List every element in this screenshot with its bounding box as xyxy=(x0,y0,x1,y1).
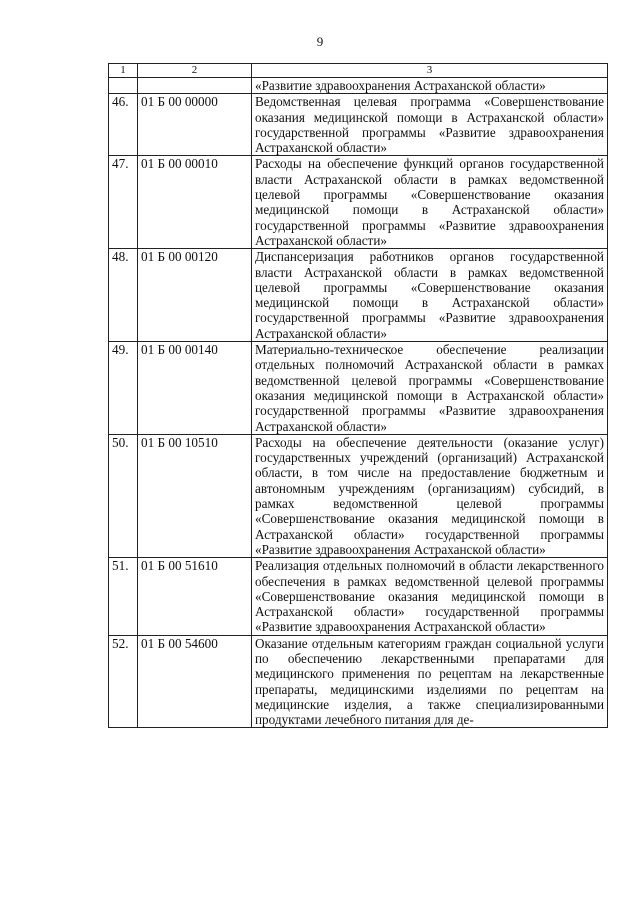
continuation-text: «Развитие здравоохранения Астраханской области» xyxy=(252,78,608,94)
continuation-row xyxy=(109,78,608,94)
column-header-3: 3 xyxy=(252,64,608,78)
row-number: 48. xyxy=(109,249,138,342)
row-code: 01 Б 00 00000 xyxy=(138,94,252,156)
row-number: 51. xyxy=(109,558,138,635)
row-number: 50. xyxy=(109,434,138,557)
table-row xyxy=(109,635,608,728)
table-row xyxy=(109,249,608,342)
continuation-code-cell xyxy=(138,78,252,94)
row-description: Реализация отдельных полномочий в области лекарственного обеспечения в рамках ведомственной целевой программы «Совершенствование оказания медицинской помощи в Астраханской области» государственной программы «Развитие здравоохранения Астраханской области» xyxy=(252,558,608,635)
row-description: Оказание отдельным категориям граждан социальной услуги по обеспечению лекарственными препаратами для медицинского применения по рецептам на лекарственные препараты, медицинскими изделиями по рецептам на медицинские изделия, а также специализированными продуктами лечебного питания для де- xyxy=(252,635,608,728)
column-header-2: 2 xyxy=(138,64,252,78)
row-code: 01 Б 00 00010 xyxy=(138,156,252,249)
table-row xyxy=(109,434,608,557)
page-number: 9 xyxy=(316,34,324,49)
row-description: Ведомственная целевая программа «Совершенствование оказания медицинской помощи в Астраханской области» государственной программы «Развитие здравоохранения Астраханской области» xyxy=(252,94,608,156)
continuation-num-cell xyxy=(109,78,138,94)
column-header-1: 1 xyxy=(109,64,138,78)
row-code: 01 Б 00 00120 xyxy=(138,249,252,342)
row-number: 47. xyxy=(109,156,138,249)
row-number: 46. xyxy=(109,94,138,156)
row-code: 01 Б 00 51610 xyxy=(138,558,252,635)
row-description: Диспансеризация работников органов государственной власти Астраханской области в рамках ведомственной целевой программы «Совершенствование оказания медицинской помощи в Астраханской области» государственной программы «Развитие здравоохранения Астраханской области» xyxy=(252,249,608,342)
table-row xyxy=(109,342,608,435)
budget-classification-table xyxy=(108,63,608,728)
row-code: 01 Б 00 10510 xyxy=(138,434,252,557)
table-row xyxy=(109,156,608,249)
row-code: 01 Б 00 00140 xyxy=(138,342,252,435)
row-number: 52. xyxy=(109,635,138,728)
row-number: 49. xyxy=(109,342,138,435)
row-description: Материально-техническое обеспечение реализации отдельных полномочий Астраханской области в рамках ведомственной целевой программы «Совершенствование оказания медицинской помощи в Астраханской области» государственной программы «Развитие здравоохранения Астраханской области» xyxy=(252,342,608,435)
table-row xyxy=(109,94,608,156)
table-row xyxy=(109,558,608,635)
row-description: Расходы на обеспечение деятельности (оказание услуг) государственных учреждений (организаций) Астраханской области, в том числе на предоставление бюджетным и автономным учреждениям (организациям) субсидий, в рамках ведомственной целевой программы «Совершенствование оказания медицинской помощи в Астраханской области» государственной программы «Развитие здравоохранения Астраханской области» xyxy=(252,434,608,557)
row-description: Расходы на обеспечение функций органов государственной власти Астраханской области в рамках ведомственной целевой программы «Совершенствование оказания медицинской помощи в Астраханской области» государственной программы «Развитие здравоохранения Астраханской области» xyxy=(252,156,608,249)
column-header-row xyxy=(109,64,608,78)
row-code: 01 Б 00 54600 xyxy=(138,635,252,728)
